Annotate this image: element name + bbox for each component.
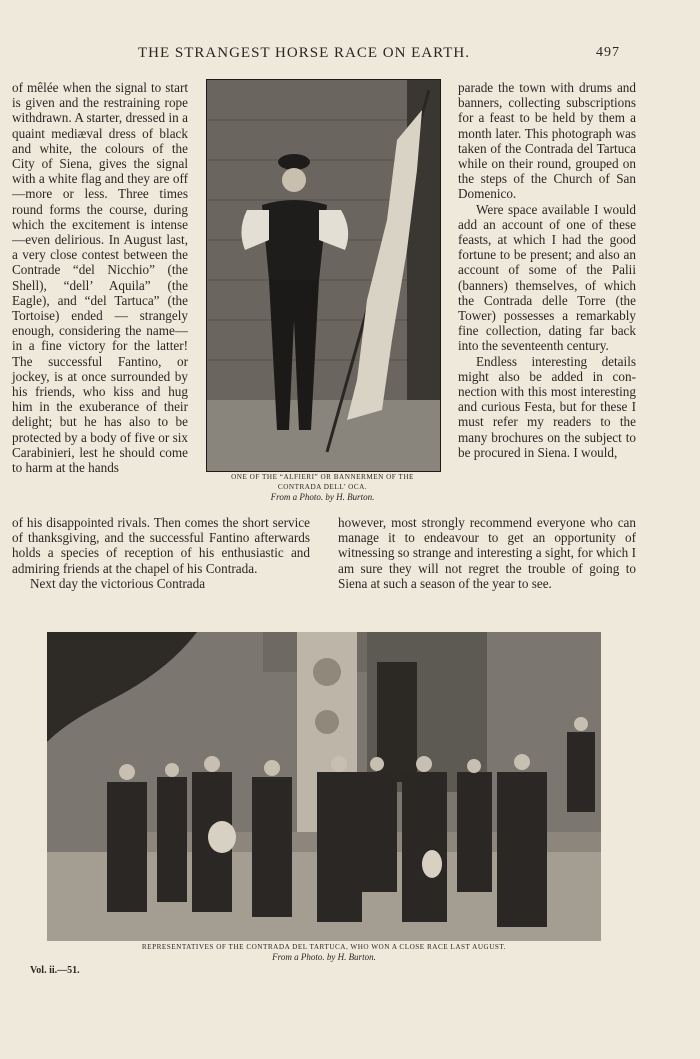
- left-paragraph-1: of mêlée when the signal to start is given and the restraining rope withdrawn. A starter, dressed in a quaint mediæval dress of black and white, the colours of the City of Siena, gives the signal with a white flag and they are off —more or less. Three times round forms the course, during which the excitement is intense—even delirious. In August last, a very close contest between the Contrade “del Nicchio” (the Shell), “dell’ Aquila” (the Eagle), and “del Tartuca” (the Tortoise) ended — strangely enough, considering the name—in a fine victory for the latter! The successful Fantino, or jockey, is at once surrounded by his friends, who kiss and hug him in the exuberance of their delight; but he has also to be protected by a body of five or six Carabinieri, lest he should come to harm at the hands: [12, 80, 188, 476]
- photo1-caption-line1: ONE OF THE “ALFIERI” OR BANNERMEN OF THE: [231, 473, 414, 481]
- page-number: 497: [596, 45, 620, 60]
- right-wide-text: [338, 515, 636, 591]
- right-wide-paragraph: however, most strongly recommend everyone who can manage it to endeavour to get an opportunity of witnessing so strange and interesting a sight, for which I am sure they will not regret the trouble of going to Siena at such a season of the year to see.: [338, 515, 636, 591]
- left-wide-text: [12, 515, 310, 591]
- photo2-caption-line: REPRESENTATIVES OF THE CONTRADA DEL TARTUCA, WHO WON A CLOSE RACE LAST AUGUST.: [141, 943, 507, 951]
- running-title: THE STRANGEST HORSE RACE ON EARTH.: [138, 45, 471, 61]
- right-paragraph-3: Endless interesting details might also be added in connection with this most interesting and curious Festa, but for these I must refer my readers to the many brochures on the subject to be procured in Siena. I would,: [458, 353, 636, 460]
- photo1-caption: [200, 472, 445, 502]
- photo1-credit: From a Photo. by H. Burton.: [270, 492, 375, 502]
- volume-footer: Vol. ii.—51.: [30, 965, 80, 976]
- right-paragraph-1: parade the town with drums and banners, collecting subscriptions for a feast to be held by them a month later. This photograph was taken of the Contrada del Tartuca while on their round, grouped on the steps of the Church of San Domenico.: [458, 80, 636, 202]
- left-column: [12, 80, 188, 475]
- photo2-caption: [47, 942, 601, 962]
- right-paragraph-2: Were space available I would add an account of one of these feasts, at which I had the good fortune to be present; and also an account of some of the Palii (banners) themselves, of which the Contrada delle Torre (the Tower) possesses a remarkably fine collection, dating far back into the seventeenth century.: [458, 201, 636, 354]
- bannerman-photo-illustration: [207, 80, 440, 471]
- left-tail-paragraph: Next day the victorious Contrada: [30, 575, 206, 591]
- left-wide-paragraph: of his disappointed rivals. Then comes the short service of thanksgiving, and the successful Fantino afterwards holds a species of reception of his enthusiastic and admiring friends at the chapel of his Contrada.: [12, 515, 310, 576]
- photo2-credit: From a Photo. by H. Burton.: [272, 952, 376, 962]
- photo1-caption-line2: CONTRADA DELL’ OCA.: [277, 483, 368, 491]
- photo-bannerman: [206, 79, 441, 472]
- group-photo-illustration: [47, 632, 601, 941]
- right-column: [458, 80, 636, 460]
- photo-contrada-group: [47, 632, 601, 941]
- running-header: [0, 42, 700, 64]
